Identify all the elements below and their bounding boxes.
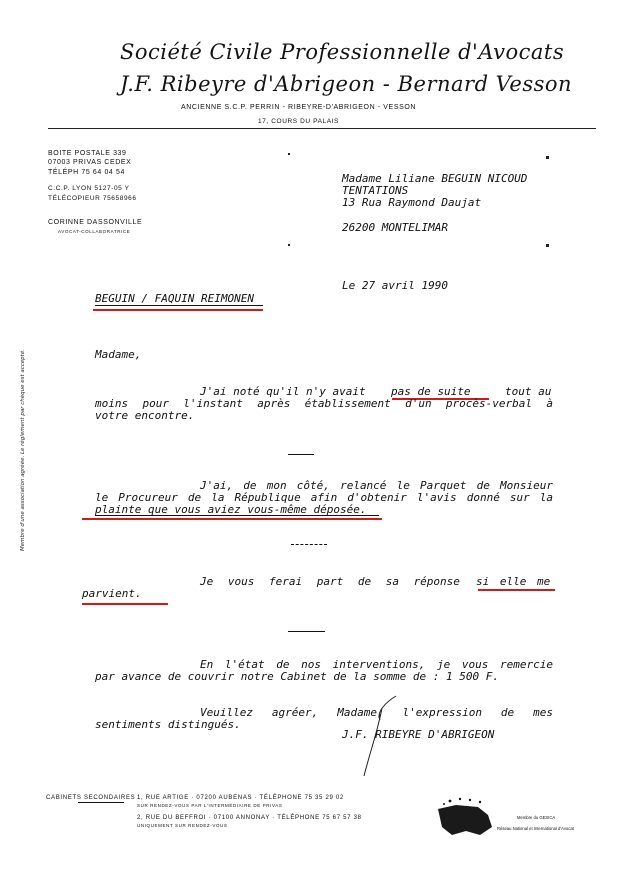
p4-line1: En l'état de nos interventions, je vous remercie xyxy=(200,658,553,671)
recipient-city: 26200 MONTELIMAR xyxy=(342,221,448,234)
letterhead-divider xyxy=(48,128,596,129)
separator-dash xyxy=(291,544,327,545)
letterhead-address: 17, COURS DU PALAIS xyxy=(258,118,339,125)
red-underline xyxy=(82,603,168,605)
letter-date: Le 27 avril 1990 xyxy=(342,279,448,292)
p2-typed-underline xyxy=(95,515,379,516)
recipient-street: 13 Rua Raymond Daujat xyxy=(342,196,482,209)
collaborator-name: CORINNE DASSONVILLE xyxy=(48,219,143,226)
recipient-company: TENTATIONS xyxy=(342,184,409,197)
separator-dash xyxy=(288,631,325,632)
sidebar-note xyxy=(18,320,28,580)
p3-line1-start: Je vous ferai part de sa réponse xyxy=(200,575,460,588)
fold-mark xyxy=(288,153,290,155)
letterhead-title: Société Civile Professionnelle d'Avocats xyxy=(120,40,565,64)
footer-office-1-note: SUR RENDEZ-VOUS PAR L'INTERMÉDIAIRE DE PRIVAS xyxy=(137,803,283,808)
fold-mark xyxy=(546,244,549,247)
gesica-logo-icon xyxy=(430,795,500,840)
footer-office-1: 1, RUE ARTIGE · 07200 AUBENAS · TÉLÉPHONE 75 35 29 02 xyxy=(137,795,344,801)
handwritten-signature xyxy=(352,690,412,780)
letterhead-former-firm: ANCIENNE S.C.P. PERRIN - RIBEYRE-D'ABRIGEON - VESSON xyxy=(181,104,417,111)
p1-line3: votre encontre. xyxy=(95,409,195,422)
case-reference: BEGUIN / FAQUIN REIMONEN xyxy=(95,292,254,305)
gesica-logo-line1: Membre du GESICA xyxy=(517,815,556,820)
fold-mark xyxy=(288,244,290,246)
p1-highlight: pas de suite xyxy=(391,385,471,398)
p1-line1-end: tout au xyxy=(505,385,552,398)
p2-line2: le Procureur de la République afin d'obtenir l'avis donné sur la xyxy=(95,491,553,504)
reference-underline xyxy=(95,305,263,306)
p5-line2: sentiments distingués. xyxy=(95,718,241,731)
collaborator-role: AVOCAT-COLLABORATRICE xyxy=(58,229,131,234)
footer-office-2: 2, RUE DU BEFFROI · 07100 ANNONAY · TÉLÉPHONE 75 67 57 38 xyxy=(137,815,362,821)
p1-line2: moins pour l'instant après établissement d'un procès-verbal à xyxy=(95,397,553,410)
fold-mark xyxy=(546,156,549,159)
footer-label-underline xyxy=(78,802,124,803)
p1-line1-start: J'ai noté qu'il n'y avait xyxy=(200,385,366,398)
sender-fax: TÉLÉCOPIEUR 75658966 xyxy=(48,195,137,202)
sender-phone: TÉLÉPH 75 64 04 54 xyxy=(48,169,125,176)
red-underline xyxy=(478,589,555,591)
gesica-logo-line2: Réseau National et International d'Avocat xyxy=(497,826,574,831)
sidebar-note-text: Membre d'une association agréée. Le règlement par chèque est accepté. xyxy=(20,349,26,551)
signatory: J.F. RIBEYRE D'ABRIGEON xyxy=(342,728,495,741)
letterhead-partners: J.F. Ribeyre d'Abrigeon - Bernard Vesson xyxy=(120,72,573,96)
red-underline xyxy=(93,309,263,311)
p3-highlight: si elle me xyxy=(476,575,551,588)
sender-ccp: C.C.P. LYON 5127-05 Y xyxy=(48,185,130,192)
footer-label: CABINETS SECONDAIRES : xyxy=(46,795,141,801)
separator-dash xyxy=(288,454,314,455)
footer-office-2-note: UNIQUEMENT SUR RENDEZ-VOUS xyxy=(137,823,228,828)
p2-line3: plainte que vous aviez vous-même déposée. xyxy=(95,503,367,516)
p3-line2: parvient. xyxy=(82,587,142,600)
sender-po-box: BOITE POSTALE 339 xyxy=(48,150,127,157)
p5-line1: Veuillez agréer, Madame, l'expression de mes xyxy=(200,706,553,719)
p4-line2: par avance de couvrir notre Cabinet de la somme de : 1 500 F. xyxy=(95,670,499,683)
p2-line1: J'ai, de mon côté, relancé le Parquet de Monsieur xyxy=(200,479,553,492)
sender-city: 07003 PRIVAS CEDEX xyxy=(48,159,132,166)
recipient-name: Madame Liliane BEGUIN NICOUD xyxy=(342,172,528,185)
red-underline xyxy=(82,518,382,520)
salutation: Madame, xyxy=(95,348,142,361)
